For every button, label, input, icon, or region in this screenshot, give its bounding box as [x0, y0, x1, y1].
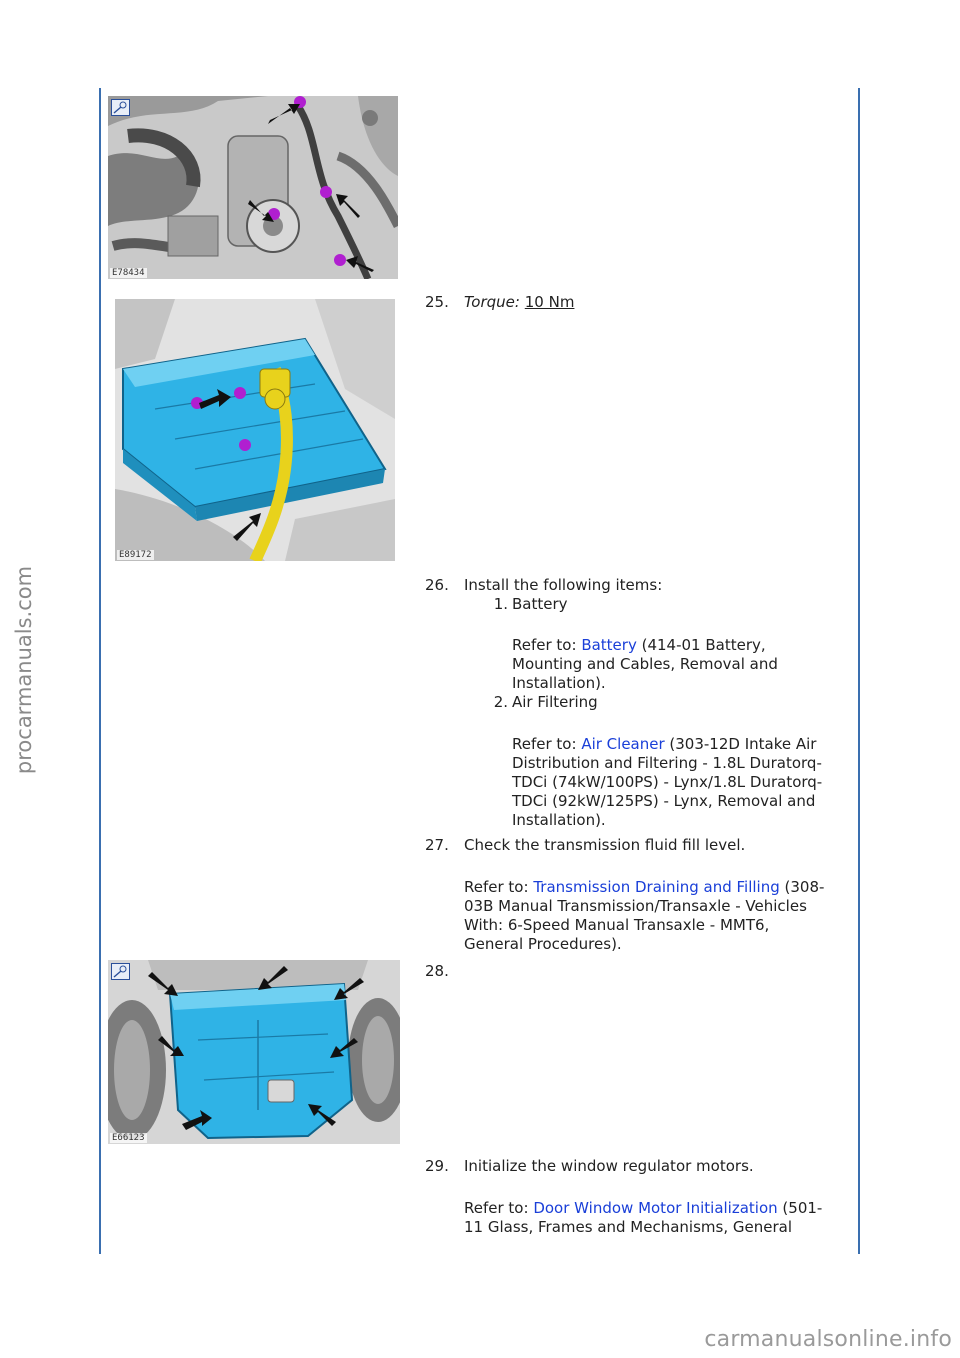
reference-text: (308- — [779, 878, 825, 896]
figure-code: E89172 — [119, 550, 152, 560]
zoom-icon[interactable] — [111, 963, 130, 980]
footer-watermark: carmanualsonline.info — [704, 1327, 952, 1352]
reference-prefix: Refer to: — [464, 878, 534, 896]
reference-line — [464, 1199, 856, 1218]
figure-code: E66123 — [112, 1133, 145, 1143]
reference-prefix: Refer to: — [512, 636, 582, 654]
reference-text: (303-12D Intake Air — [664, 735, 817, 753]
reference-line — [512, 735, 857, 754]
substep-number: 2. — [493, 693, 508, 711]
side-watermark-text: procarmanuals.com — [12, 565, 36, 775]
step-27 — [425, 836, 851, 856]
step-number: 25. — [425, 293, 449, 311]
reference-transmission — [464, 878, 856, 954]
torque-value: 10 Nm — [524, 293, 575, 311]
reference-line: 11 Glass, Frames and Mechanisms, General — [464, 1218, 792, 1236]
reference-line: General Procedures). — [464, 935, 622, 953]
step-text: Install the following items: — [464, 576, 663, 594]
reference-prefix: Refer to: — [512, 735, 582, 753]
reference-air-cleaner — [512, 735, 857, 830]
zoom-icon[interactable] — [111, 99, 130, 116]
reference-battery — [512, 636, 852, 693]
reference-line: Distribution and Filtering - 1.8L Duratorq- — [512, 754, 822, 772]
reference-text: (501- — [777, 1199, 823, 1217]
step-torque — [464, 293, 854, 312]
reference-line: 03B Manual Transmission/Transaxle - Vehicles — [464, 897, 807, 915]
torque-label: Torque: — [464, 293, 520, 311]
step-25 — [425, 293, 851, 313]
transmission-draining-link[interactable]: Transmission Draining and Filling — [533, 878, 780, 896]
step-number: 27. — [425, 836, 449, 854]
substep-text: Battery — [512, 595, 568, 613]
reference-line: Installation). — [512, 811, 606, 829]
reference-line: With: 6-Speed Manual Transaxle - MMT6, — [464, 916, 770, 934]
reference-window-motor — [464, 1199, 856, 1237]
engine-illustration — [108, 96, 398, 279]
step-number: 28. — [425, 962, 449, 980]
step-29 — [425, 1157, 851, 1177]
battery-link[interactable]: Battery — [581, 636, 637, 654]
step-text: Initialize the window regulator motors. — [464, 1157, 754, 1175]
left-border-rule — [99, 88, 101, 1254]
reference-line: TDCi (92kW/125PS) - Lynx, Removal and — [512, 792, 816, 810]
door-window-motor-link[interactable]: Door Window Motor Initialization — [533, 1199, 778, 1217]
step-26 — [425, 576, 851, 596]
reference-line: Installation). — [512, 674, 606, 692]
figure-code: E78434 — [112, 268, 145, 278]
air-cleaner-link[interactable]: Air Cleaner — [581, 735, 665, 753]
reference-line — [464, 878, 856, 897]
reference-line: Mounting and Cables, Removal and — [512, 655, 778, 673]
step-28 — [425, 962, 851, 982]
step-number: 29. — [425, 1157, 449, 1175]
step-text: Check the transmission fluid fill level. — [464, 836, 746, 854]
reference-line: TDCi (74kW/100PS) - Lynx/1.8L Duratorq- — [512, 773, 823, 791]
undertray-illustration — [108, 960, 400, 1144]
side-watermark — [4, 560, 44, 780]
substep-battery — [482, 595, 852, 615]
reference-line — [512, 636, 852, 655]
substep-text: Air Filtering — [512, 693, 598, 711]
figure-undertray — [108, 960, 400, 1144]
right-border-rule — [858, 88, 860, 1254]
reference-prefix: Refer to: — [464, 1199, 534, 1217]
step-number: 26. — [425, 576, 449, 594]
reference-text: (414-01 Battery, — [636, 636, 766, 654]
substep-air-filtering — [482, 693, 852, 713]
figure-engine-fasteners — [108, 96, 398, 279]
substep-number: 1. — [493, 595, 508, 613]
battery-tray-illustration — [115, 299, 395, 561]
figure-battery-tray — [115, 299, 395, 561]
